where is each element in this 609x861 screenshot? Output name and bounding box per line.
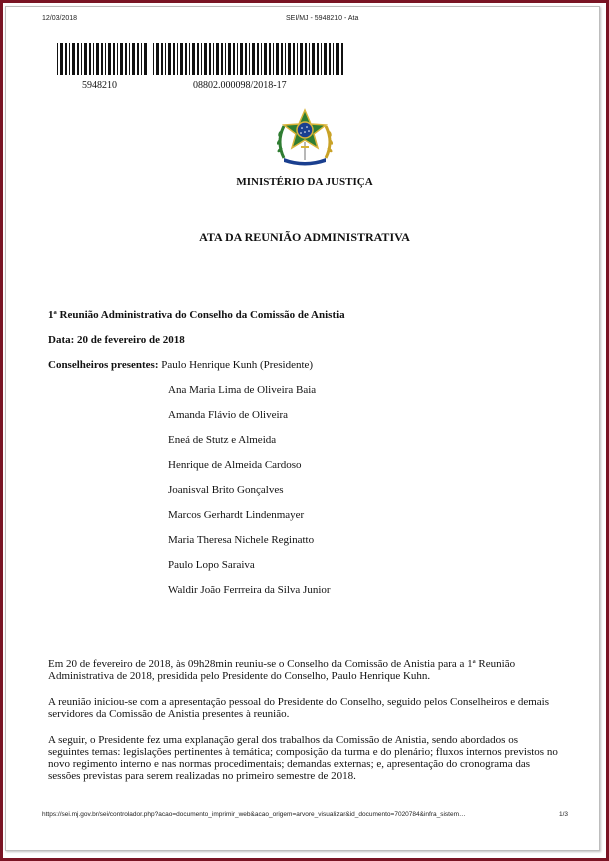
barcode-bar bbox=[137, 43, 139, 75]
barcode-bar bbox=[129, 43, 130, 75]
footer-page-number: 1/3 bbox=[559, 811, 569, 818]
barcode-bar bbox=[252, 43, 255, 75]
barcode-bar bbox=[333, 43, 334, 75]
meeting-date: Data: 20 de fevereiro de 2018 bbox=[48, 334, 185, 346]
barcode-bar bbox=[341, 43, 343, 75]
barcode-bar bbox=[96, 43, 99, 75]
barcode-bar bbox=[317, 43, 319, 75]
barcode-bar bbox=[324, 43, 327, 75]
barcode-bar bbox=[288, 43, 291, 75]
header-doc-ref: SEI/MJ - 5948210 - Ata bbox=[286, 15, 359, 22]
barcode-bar bbox=[165, 43, 166, 75]
barcode-bar bbox=[72, 43, 75, 75]
paragraph-topics: A seguir, o Presidente fez uma explanação geral dos trabalhos da Comissão de Anistia, sendo abordados os seguintes temas: legislações pertinentes à temática; composição da turma e do plenário; fluxos internos previstos no novo regimento interno e nas normas procedimentais; demandas externas; e, apresentação do cronograma das sessões previstas para serem realizadas no primeiro semestre de 2018. bbox=[48, 734, 558, 782]
member-item: Waldir João Ferrreira da Silva Junior bbox=[168, 584, 331, 596]
barcode-bar bbox=[300, 43, 303, 75]
barcode-bar bbox=[213, 43, 214, 75]
barcode-bar bbox=[81, 43, 82, 75]
footer-url: https://sei.mj.gov.br/sei/controlador.php?acao=documento_imprimir_web&acao_origem=arvore_visualizar&id_documento=7020784&infra_sistem… bbox=[42, 811, 466, 818]
barcode-bar bbox=[329, 43, 331, 75]
ministry-name: MINISTÉRIO DA JUSTIÇA bbox=[236, 176, 373, 188]
barcode-bar bbox=[309, 43, 310, 75]
barcode-left-number: 5948210 bbox=[82, 80, 117, 91]
coat-of-arms-icon bbox=[270, 108, 340, 168]
barcode-bar bbox=[144, 43, 147, 75]
barcode-bar bbox=[264, 43, 267, 75]
barcode-bar bbox=[77, 43, 79, 75]
barcode-bar bbox=[153, 43, 154, 75]
barcode-bar bbox=[281, 43, 283, 75]
barcode-bar bbox=[197, 43, 199, 75]
barcode-right bbox=[153, 43, 343, 75]
barcode-bar bbox=[297, 43, 298, 75]
barcode-bar bbox=[305, 43, 307, 75]
members-label: Conselheiros presentes: bbox=[48, 359, 159, 371]
member-item: Paulo Lopo Saraiva bbox=[168, 559, 255, 571]
member-president: Paulo Henrique Kunh (Presidente) bbox=[161, 359, 314, 371]
barcode-right-number: 08802.000098/2018-17 bbox=[193, 80, 287, 91]
paragraph-opening: Em 20 de fevereiro de 2018, às 09h28min reuniu-se o Conselho da Comissão de Anistia para a 1ª Reunião Administrativa de 2018, presidida pelo Presidente do Conselho, Paulo Henrique Kuhn. bbox=[48, 658, 516, 682]
barcode-bar bbox=[221, 43, 223, 75]
barcode-bar bbox=[273, 43, 274, 75]
barcode-bar bbox=[101, 43, 103, 75]
barcode-bar bbox=[120, 43, 123, 75]
barcode-bar bbox=[65, 43, 67, 75]
barcode-bar bbox=[293, 43, 295, 75]
barcode-bar bbox=[276, 43, 279, 75]
document-title: ATA DA REUNIÃO ADMINISTRATIVA bbox=[199, 230, 410, 244]
barcode-bar bbox=[240, 43, 243, 75]
barcode-bar bbox=[117, 43, 118, 75]
header-date: 12/03/2018 bbox=[42, 15, 78, 22]
barcode-bar bbox=[225, 43, 226, 75]
paragraph-introductions: A reunião iniciou-se com a apresentação pessoal do Presidente do Conselho, seguido pelos Conselheiros e demais servidores da Comissão de Anistia presentes à reunião. bbox=[48, 696, 549, 720]
barcode-bar bbox=[180, 43, 183, 75]
member-item: Henrique de Almeida Cardoso bbox=[168, 459, 302, 471]
barcode-bar bbox=[249, 43, 250, 75]
barcode-bar bbox=[69, 43, 70, 75]
member-item: Marcos Gerhardt Lindenmayer bbox=[168, 509, 305, 521]
members-row bbox=[48, 359, 313, 371]
barcode-bar bbox=[93, 43, 94, 75]
barcode-bar bbox=[257, 43, 259, 75]
barcode-bar bbox=[185, 43, 187, 75]
barcode-bar bbox=[192, 43, 195, 75]
barcode-bar bbox=[156, 43, 159, 75]
barcode-bar bbox=[312, 43, 315, 75]
barcode-bar bbox=[209, 43, 211, 75]
barcode-left bbox=[57, 43, 147, 75]
barcode-bar bbox=[201, 43, 202, 75]
barcode-bar bbox=[173, 43, 175, 75]
barcode-bar bbox=[321, 43, 322, 75]
barcode-bar bbox=[261, 43, 262, 75]
barcode-bar bbox=[336, 43, 339, 75]
barcode-bar bbox=[216, 43, 219, 75]
barcode-bar bbox=[84, 43, 87, 75]
barcode-bar bbox=[57, 43, 58, 75]
member-item: Eneá de Stutz e Almeida bbox=[168, 434, 277, 446]
barcode-bar bbox=[228, 43, 231, 75]
barcode-bar bbox=[285, 43, 286, 75]
member-item: Maria Theresa Nichele Reginatto bbox=[168, 534, 315, 546]
barcode-bar bbox=[189, 43, 190, 75]
barcode-bar bbox=[177, 43, 178, 75]
barcode-bar bbox=[60, 43, 63, 75]
barcode-bar bbox=[204, 43, 207, 75]
member-item: Amanda Flávio de Oliveira bbox=[168, 409, 289, 421]
meeting-heading: 1ª Reunião Administrativa do Conselho da Comissão de Anistia bbox=[48, 309, 345, 321]
barcode-bar bbox=[89, 43, 91, 75]
barcode-bar bbox=[132, 43, 135, 75]
member-item: Joanisval Brito Gonçalves bbox=[168, 484, 284, 496]
barcode-bar bbox=[161, 43, 163, 75]
barcode-bar bbox=[269, 43, 271, 75]
barcode-bar bbox=[168, 43, 171, 75]
barcode-bar bbox=[237, 43, 238, 75]
barcode-bar bbox=[125, 43, 127, 75]
member-item: Ana Maria Lima de Oliveira Baia bbox=[168, 384, 317, 396]
barcode-bar bbox=[105, 43, 106, 75]
barcode-bar bbox=[113, 43, 115, 75]
barcode-bar bbox=[245, 43, 247, 75]
barcode-bar bbox=[233, 43, 235, 75]
barcode-bar bbox=[141, 43, 142, 75]
barcode-bar bbox=[108, 43, 111, 75]
